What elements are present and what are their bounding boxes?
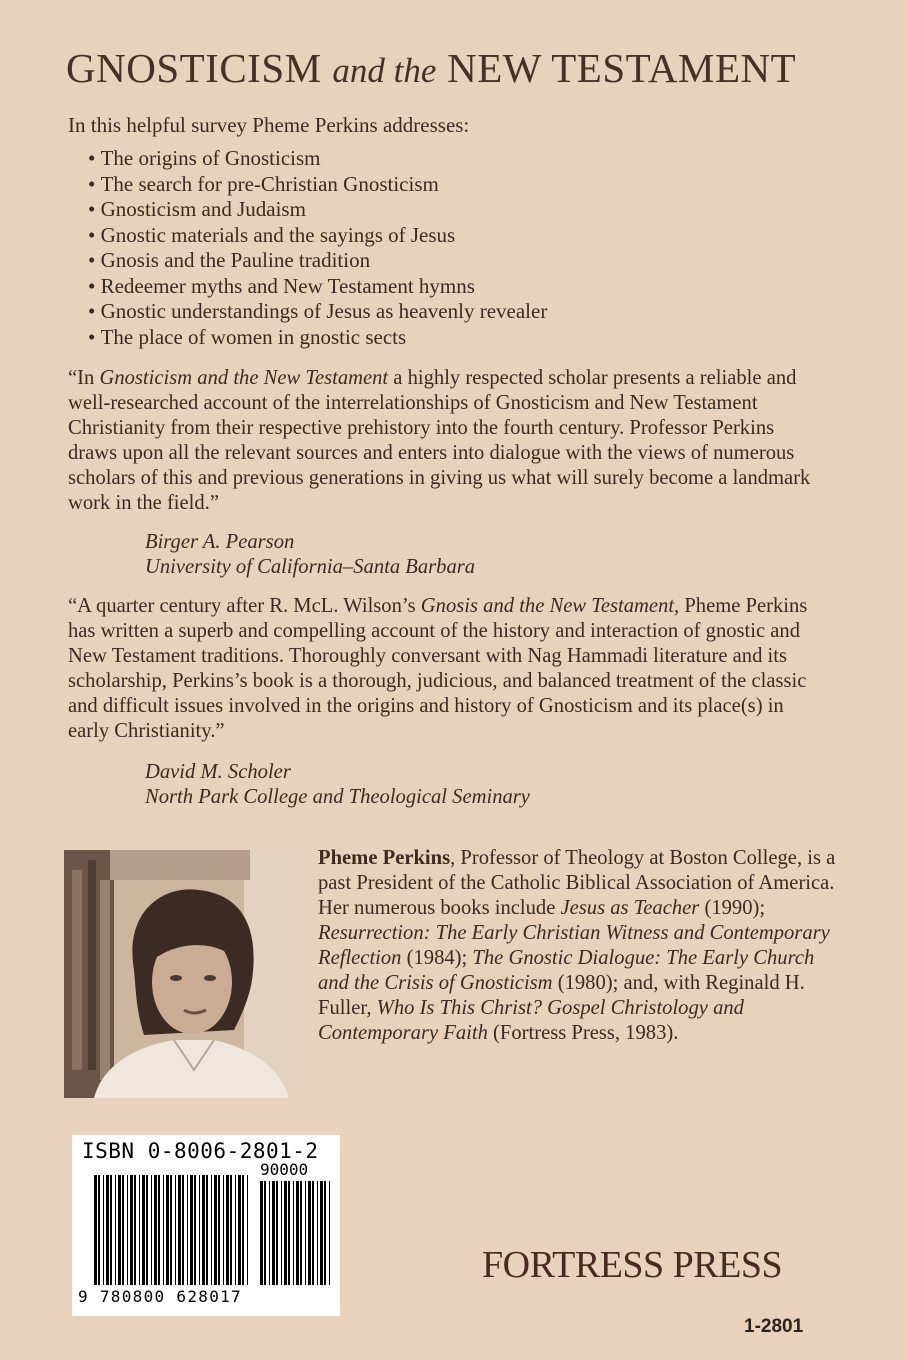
barcode-bar [238,1175,241,1285]
price-addon-number: 90000 [260,1160,309,1179]
quote-body: a highly respected scholar presents a reliable and well-researched account of the interrelationships of Gnosticism and New Testament Christianity from their respective prehistory into the fourth century. Professor Perkins draws upon all the relevant sources and enters into dialogue with the views of numerous scholars of this and previous generations in giving us what will surely become a landmark work in the field.” [68,367,811,514]
barcode-bar [264,1181,266,1285]
barcode-bar [115,1175,116,1285]
intro-text: In this helpful survey Pheme Perkins addresses: [68,113,470,137]
barcode-bar [98,1175,100,1285]
barcode-bar [300,1181,302,1285]
barcode-bar [175,1175,176,1285]
barcode-bar [276,1181,278,1285]
barcode-bar [312,1181,314,1285]
barcode-bar [260,1181,263,1285]
barcode-bar [320,1181,323,1285]
barcode-bar [142,1175,145,1285]
list-item: • Gnosis and the Pauline tradition [88,248,547,274]
barcode-bar [317,1181,318,1285]
catalog-code: 1-2801 [744,1316,804,1337]
barcode-bar [146,1175,148,1285]
barcode-bar [166,1175,169,1285]
endorsement-quote-2 [68,594,828,744]
author-photo [64,850,299,1098]
barcode-bar [118,1175,121,1285]
bio-text: , Professor of Theology at Boston College, is a past President of the Catholic Biblical Association of America. Her numerous books include [318,847,836,919]
author-name: Pheme Perkins [318,847,451,869]
bio-text: (Fortress Press, 1983). [487,1022,679,1044]
title-part-gnosticism: GNOSTICISM [66,45,322,91]
barcode-bar [103,1175,104,1285]
title-part-new-testament: NEW TESTAMENT [447,45,797,91]
barcode-bar [235,1175,236,1285]
bio-book-title: Jesus as Teacher [560,897,700,919]
barcode-bar [226,1175,229,1285]
author-portrait-image [64,850,299,1098]
barcode-bar [194,1175,196,1285]
bio-book-title: Who Is This Christ? Gospel Christology and Contemporary Faith [318,997,744,1044]
bio-text: (1984); [401,947,473,969]
quote-open: “In [68,367,100,389]
barcode-bar [223,1175,224,1285]
barcode-bar [293,1181,294,1285]
barcode-bar [288,1181,290,1285]
list-item: • The origins of Gnosticism [88,146,547,172]
title-part-and-the: and the [332,51,437,90]
list-item: • Gnosticism and Judaism [88,197,547,223]
barcode-bar [324,1181,326,1285]
barcode-bar [272,1181,275,1285]
barcode-bar [329,1181,330,1285]
list-item: • Redeemer myths and New Testament hymns [88,274,547,300]
endorsement-attribution-2 [145,760,530,810]
barcode-bar [211,1175,212,1285]
endorser-affiliation: University of California–Santa Barbara [145,556,476,578]
barcode-bar [163,1175,164,1285]
barcode-bar [190,1175,193,1285]
barcode-bar [305,1181,306,1285]
publisher-logo-text: FORTRESS PRESS [482,1244,783,1286]
barcode-bar [199,1175,200,1285]
bio-book-title: The Gnostic Dialogue: The Early Church and the Crisis of Gnosticism [318,947,815,994]
isbn-barcode [72,1135,340,1316]
endorser-affiliation: North Park College and Theological Seminary [145,786,530,808]
barcode-bar [214,1175,217,1285]
list-item: • Gnostic understandings of Jesus as heavenly revealer [88,299,547,325]
barcode-bar [127,1175,128,1285]
barcode-bar [170,1175,172,1285]
bio-text: (1990); [699,897,766,919]
barcode-bar [139,1175,140,1285]
barcode-bar [94,1175,97,1285]
barcode-bar [178,1175,181,1285]
barcode-bar [269,1181,270,1285]
book-title [66,44,866,92]
quote-body: Pheme Perkins has written a superb and compelling account of the history and interaction of gnostic and New Testament traditions. Thoroughly conversant with Nag Hammadi literature and its scholarship, Perkins’s book is a thorough, judicious, and balanced treatment of the classic and difficult issues involved in the origins and history of Gnosticism and its place(s) in early Christianity.” [68,595,808,742]
barcode-bar [187,1175,188,1285]
barcode-bar [247,1175,248,1285]
barcode-bar [296,1181,299,1285]
barcode-bar [130,1175,133,1285]
endorsement-attribution-1 [145,530,475,580]
quote-open: “A quarter century after R. McL. Wilson’s [68,595,421,617]
bio-text: (1980); and, with Reginald H. Fuller, [318,972,805,1019]
endorser-name: Birger A. Pearson [145,531,295,553]
barcode-bar [154,1175,157,1285]
bio-book-title: Resurrection: The Early Christian Witness and Contemporary Reflection [318,922,830,969]
barcode-bar [182,1175,184,1285]
quote-book-title: Gnosticism and the New Testament [99,367,389,389]
list-item: • The search for pre-Christian Gnosticism [88,172,547,198]
quote-book-title: Gnosis and the New Testament, [420,595,680,617]
barcode-bar [281,1181,282,1285]
endorsement-quote-1 [68,366,828,516]
list-item: • Gnostic materials and the sayings of Jesus [88,223,547,249]
endorser-name: David M. Scholer [145,761,291,783]
barcode-bar [284,1181,287,1285]
isbn-number: ISBN 0-8006-2801-2 [82,1139,319,1163]
barcode-bar [134,1175,136,1285]
barcode-bar [151,1175,152,1285]
barcode-bar [230,1175,232,1285]
barcode-bar [218,1175,220,1285]
topic-list [88,146,547,350]
barcode-bar [242,1175,244,1285]
author-bio [318,846,838,1046]
barcode-bar [106,1175,109,1285]
ean-number: 9 780800 628017 [78,1287,242,1306]
barcode-bar [308,1181,311,1285]
list-item: • The place of women in gnostic sects [88,325,547,351]
barcode-bar [202,1175,205,1285]
barcode-bar [122,1175,124,1285]
barcode-bar [110,1175,112,1285]
barcode-bar [158,1175,160,1285]
barcode-bar [206,1175,208,1285]
